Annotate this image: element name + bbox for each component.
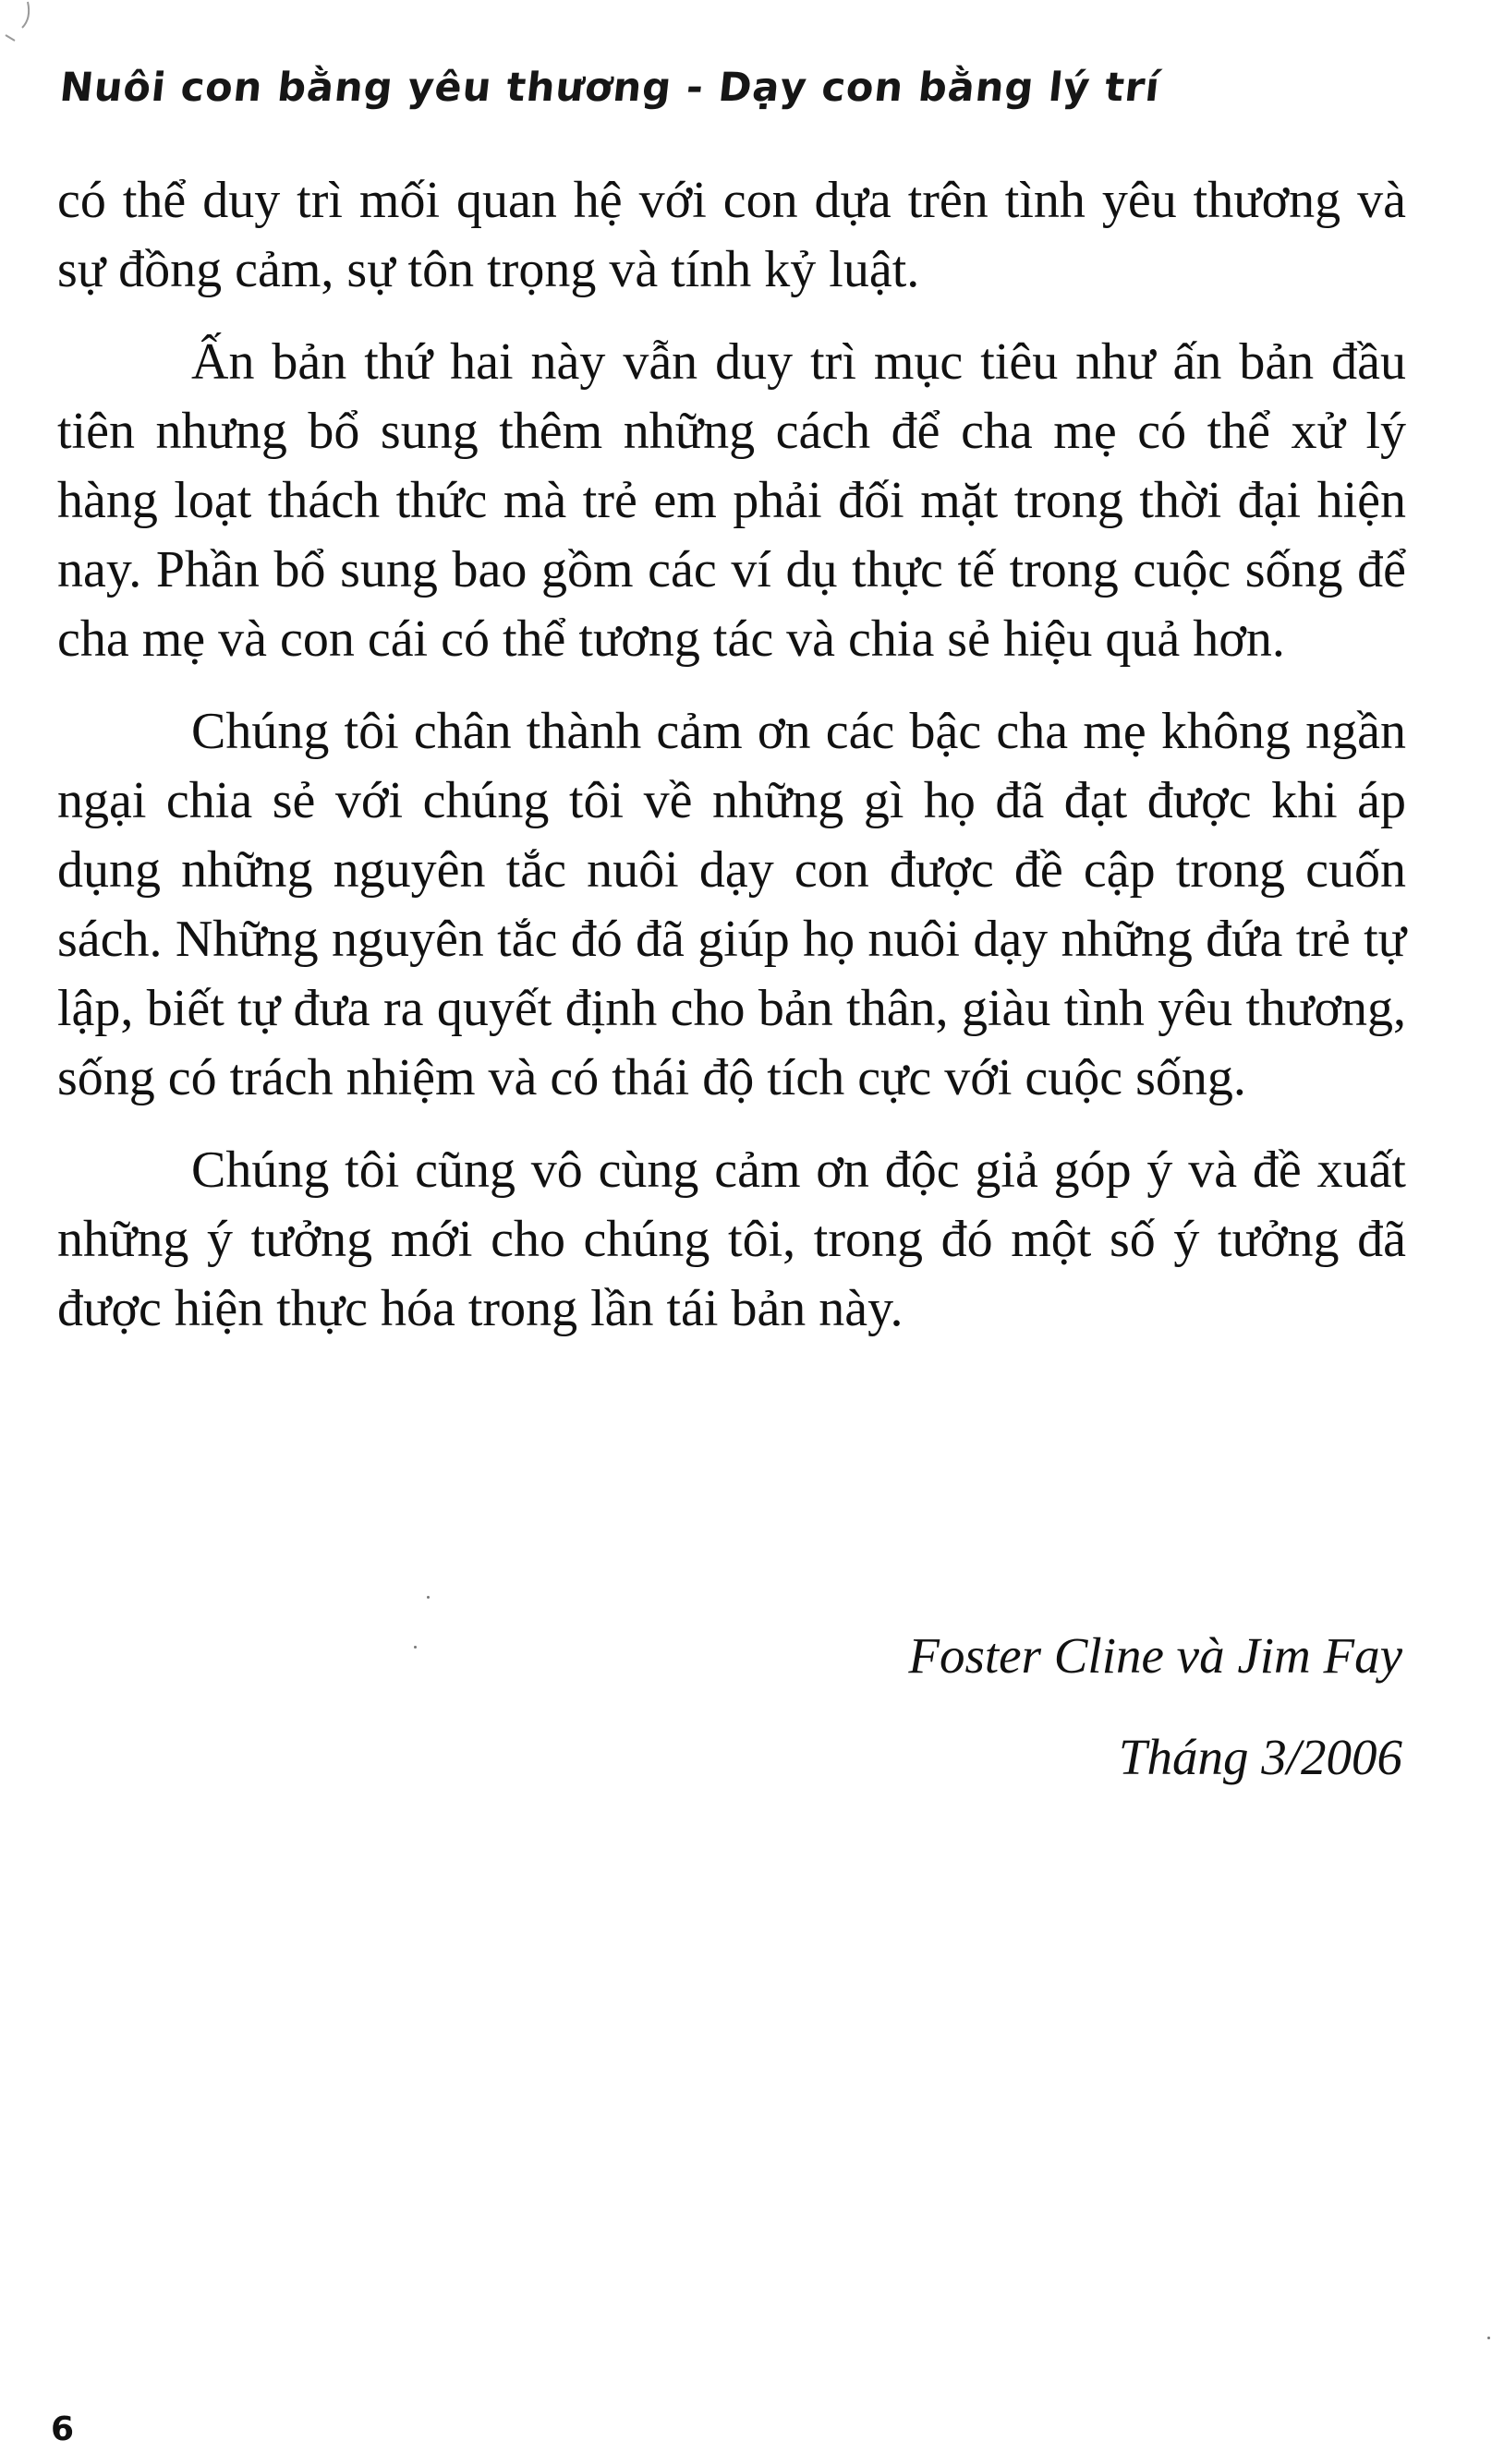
signature-block <box>908 1605 1402 1808</box>
paragraph: Ấn bản thứ hai này vẫn duy trì mục tiêu như ấn bản đầu tiên nhưng bổ sung thêm những cách để cha mẹ có thể xử lý hàng loạt thách thức mà trẻ em phải đối mặt trong thời đại hiện nay. Phần bổ sung bao gồm các ví dụ thực tế trong cuộc sống để cha mẹ và con cái có thể tương tác và chia sẻ hiệu quả hơn. <box>57 333 1406 668</box>
page-number: 6 <box>51 2410 75 2448</box>
body-text <box>57 166 1406 1367</box>
running-header: Nuôi con bằng yêu thương - Dạy con bằng lý trí <box>57 65 1163 111</box>
signature-date: Tháng 3/2006 <box>1118 1729 1402 1785</box>
scan-corner-mark <box>2 0 39 65</box>
scan-speck <box>414 1646 417 1649</box>
paragraph-continued: có thể duy trì mối quan hệ với con dựa trên tình yêu thương và sự đồng cảm, sự tôn trọng và tính kỷ luật. <box>57 172 1406 298</box>
scan-speck <box>1487 2337 1490 2339</box>
signature-authors: Foster Cline và Jim Fay <box>908 1627 1402 1684</box>
paragraph: Chúng tôi cũng vô cùng cảm ơn độc giả góp ý và đề xuất những ý tưởng mới cho chúng tôi, trong đó một số ý tưởng đã được hiện thực hóa trong lần tái bản này. <box>57 1141 1406 1337</box>
scan-speck <box>427 1596 430 1599</box>
paragraph: Chúng tôi chân thành cảm ơn các bậc cha mẹ không ngần ngại chia sẻ với chúng tôi về những gì họ đã đạt được khi áp dụng những nguyên tắc nuôi dạy con được đề cập trong cuốn sách. Những nguyên tắc đó đã giúp họ nuôi dạy những đứa trẻ tự lập, biết tự đưa ra quyết định cho bản thân, giàu tình yêu thương, sống có trách nhiệm và có thái độ tích cực với cuộc sống. <box>57 703 1406 1106</box>
